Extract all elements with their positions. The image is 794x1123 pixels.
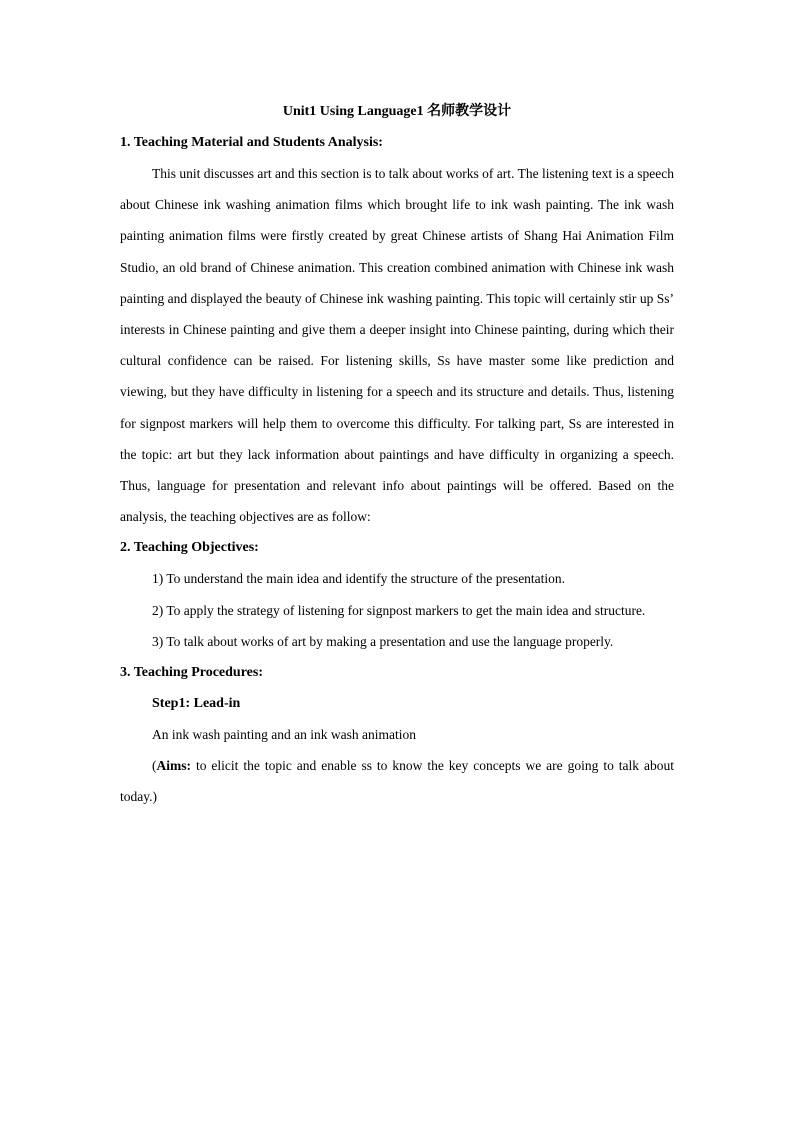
step-title: Step1: Lead-in — [152, 696, 241, 712]
aims-text: to elicit the topic and enable ss to know the key concepts we are going to talk about today.) — [120, 758, 674, 805]
analysis-paragraph: This unit discusses art and this section is to talk about works of art. The listening text is a speech about Chinese ink washing animation films which brought life to ink wash painting. The ink wash painting animation films were firstly created by great Chinese artists of Shang Hai Animation Film Studio, an old brand of Chinese animation. This creation combined animation with Chinese ink wash painting and displayed the beauty of Chinese ink washing painting. This topic will certainly stir up Ss’ interests in Chinese painting and give them a deeper insight into Chinese painting, during which their cultural confidence can be raised. For listening skills, Ss have master some like prediction and viewing, but they have difficulty in listening for a speech and its structure and details. Thus, listening for signpost markers will help them to overcome this difficulty. For talking part, Ss are interested in the topic: art but they lack information about paintings and have difficulty in organizing a speech. Thus, language for presentation and relevant info about paintings will be offered. Based on the analysis, the teaching objectives are as follow: — [120, 166, 674, 525]
section-heading-objectives: 2. Teaching Objectives: — [120, 540, 259, 556]
objective-item-2: 2) To apply the strategy of listening for signpost markers to get the main idea and structure. — [152, 602, 646, 618]
section-heading-analysis: 1. Teaching Material and Students Analysis: — [120, 135, 383, 150]
step-description: An ink wash painting and an ink wash animation — [152, 727, 416, 743]
objective-item-1: 1) To understand the main idea and identify the structure of the presentation. — [152, 571, 566, 587]
aims-open-paren: ( — [152, 758, 157, 774]
document-title: Unit1 Using Language1 名师教学设计 — [282, 104, 512, 119]
section-heading-procedures: 3. Teaching Procedures: — [120, 665, 263, 681]
objective-item-3: 3) To talk about works of art by making a presentation and use the language properly. — [152, 633, 614, 649]
aims-paragraph — [120, 750, 674, 812]
aims-label: Aims: — [156, 758, 191, 774]
